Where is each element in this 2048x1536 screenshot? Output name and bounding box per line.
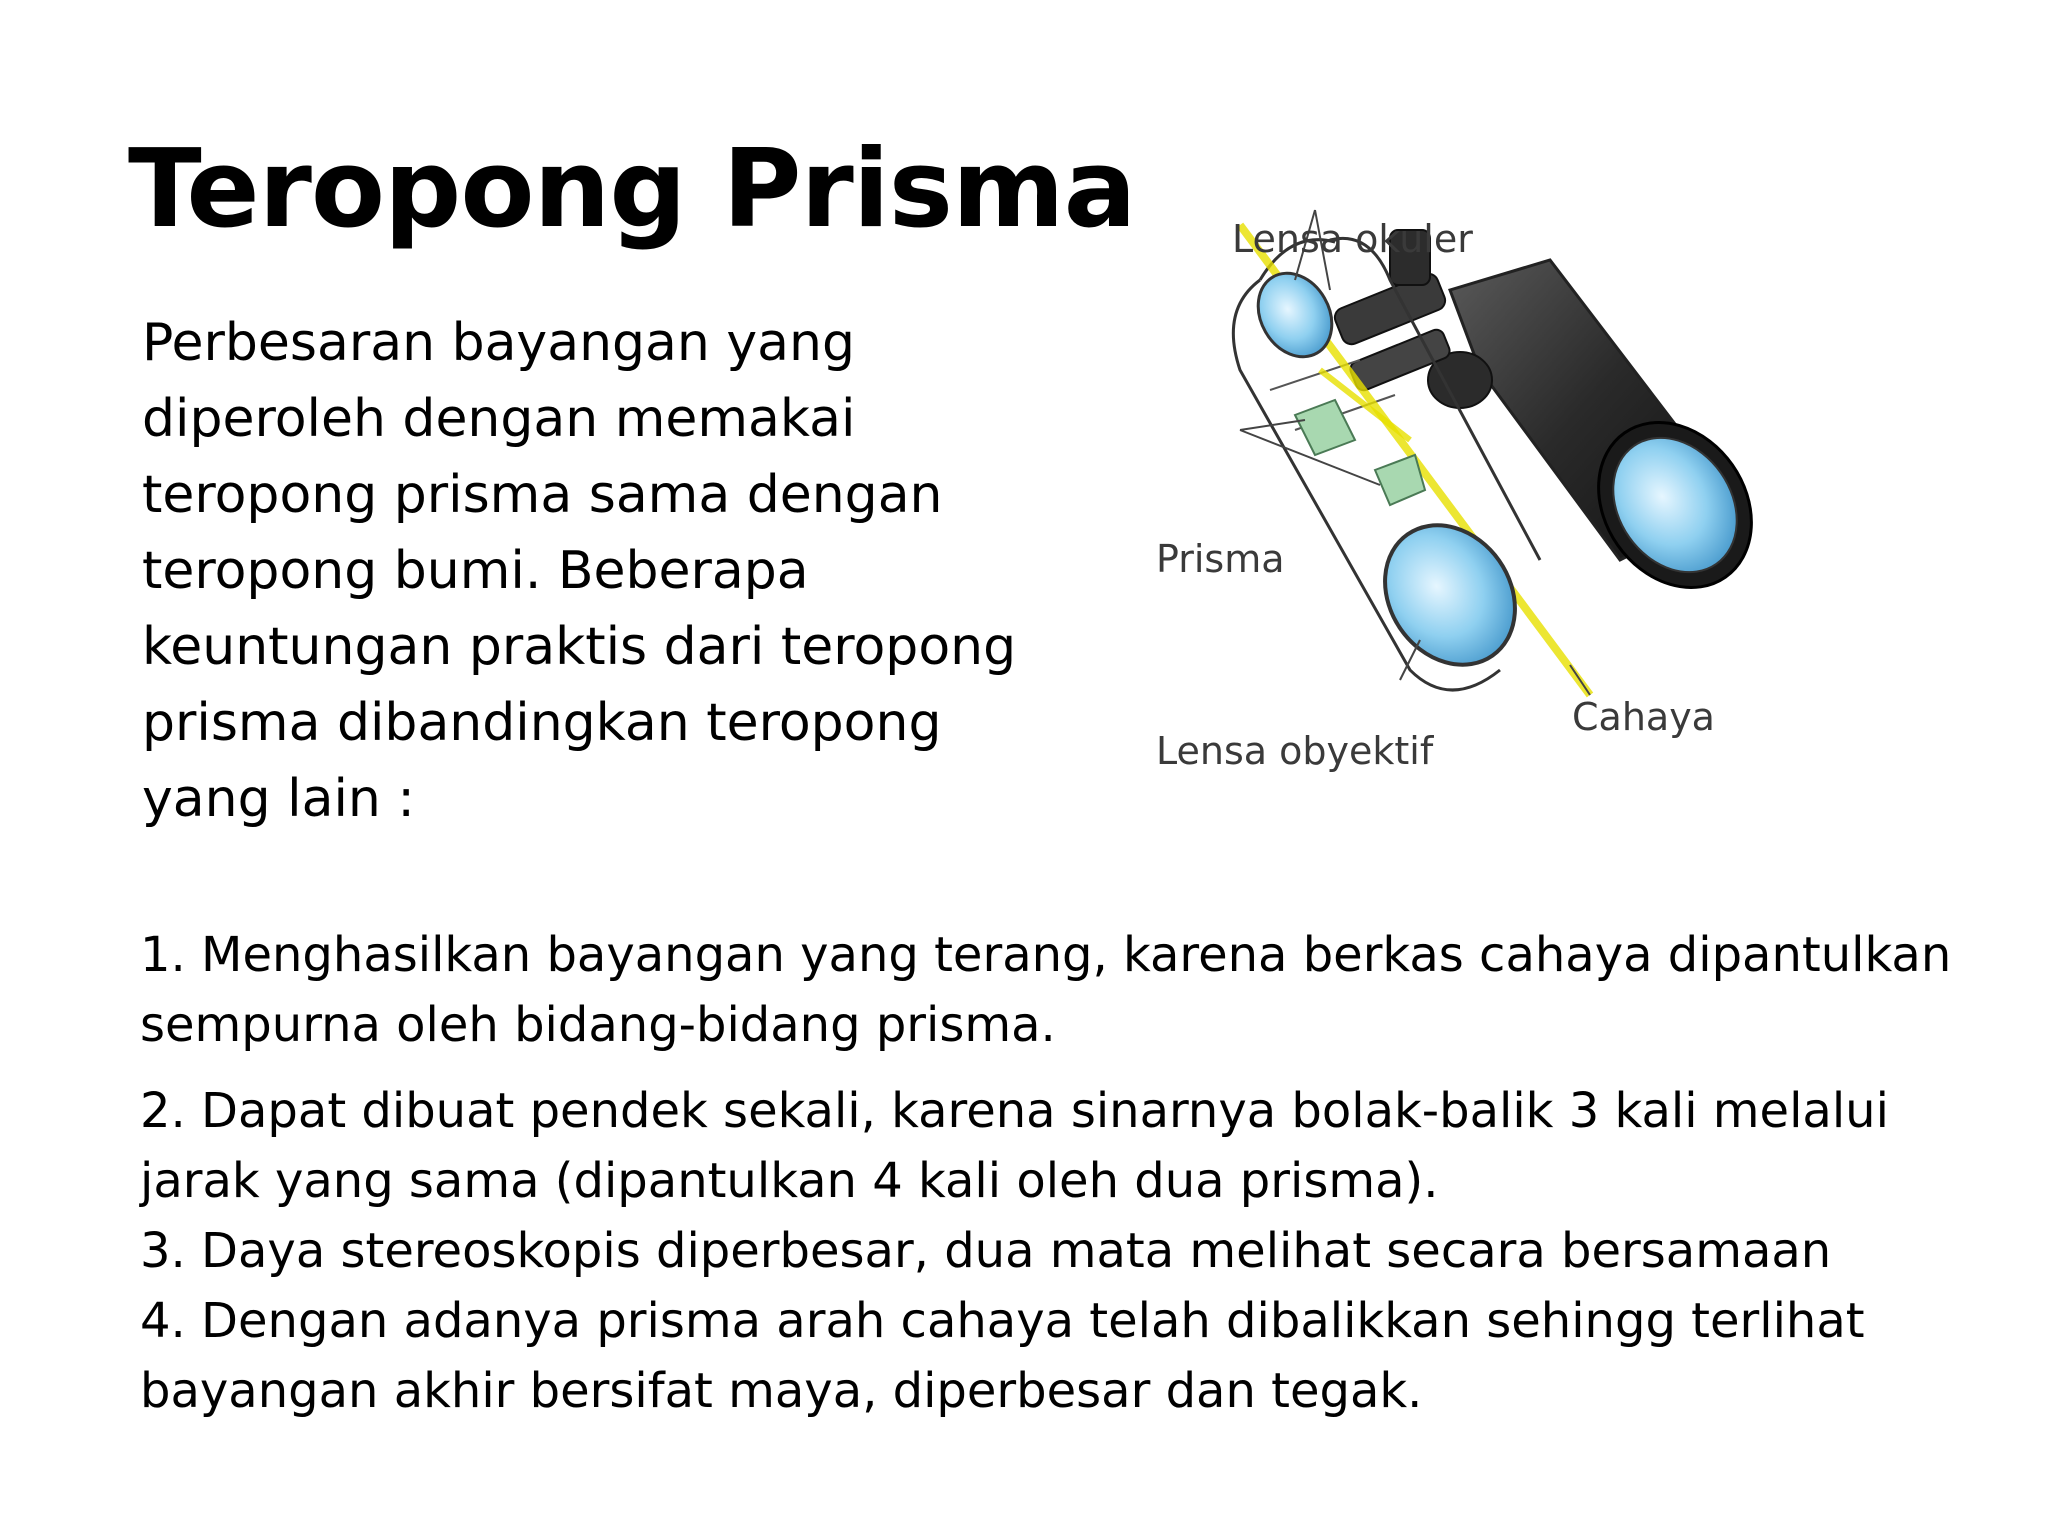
label-prism: Prisma [1156, 537, 1285, 581]
intro-paragraph: Perbesaran bayangan yang diperoleh dengan memakai teropong prisma sama dengan teropong bumi. Beberapa keuntungan praktis dari teropong prisma dibandingkan teropong yang lain : [142, 313, 1017, 829]
list-item: 1. Menghasilkan bayangan yang terang, karena berkas cahaya dipantulkan sempurna oleh bidang-bidang prisma. [140, 927, 1952, 1053]
label-eyepiece: Lensa okuler [1232, 217, 1473, 261]
binocular-diagram [1120, 170, 1760, 800]
list-item: 3. Daya stereoskopis diperbesar, dua mata melihat secara bersamaan [140, 1223, 1832, 1279]
list-item: 4. Dengan adanya prisma arah cahaya telah dibalikkan sehingg terlihat bayangan akhir bersifat maya, diperbesar dan tegak. [140, 1293, 1865, 1419]
label-objective: Lensa obyektif [1156, 729, 1434, 773]
objective-lens [1358, 500, 1541, 690]
label-light: Cahaya [1572, 695, 1715, 739]
advantages-list [140, 920, 1980, 1426]
slide-title: Teropong Prisma [128, 127, 1136, 252]
list-item: 2. Dapat dibuat pendek sekali, karena sinarnya bolak-balik 3 kali melalui jarak yang sama (dipantulkan 4 kali oleh dua prisma). [140, 1083, 1889, 1209]
